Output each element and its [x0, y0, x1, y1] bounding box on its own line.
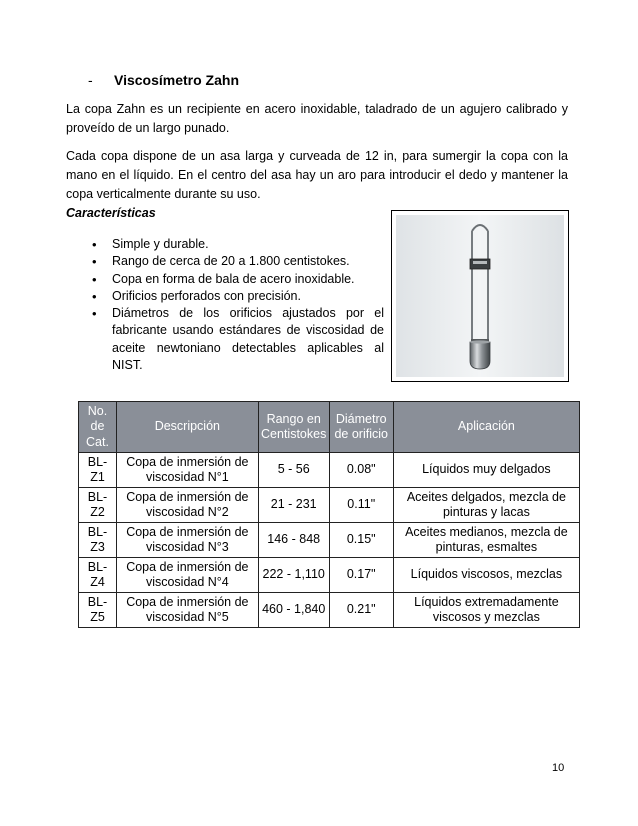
header-range: Rango en Centistokes: [258, 402, 329, 453]
cell-range: 222 - 1,110: [258, 558, 329, 593]
features-list: [92, 236, 384, 374]
cell-cat-no: BL-Z1: [79, 453, 117, 488]
table-header-row: [79, 402, 580, 453]
header-application: Aplicación: [393, 402, 579, 453]
cell-application: Aceites medianos, mezcla de pinturas, esmaltes: [393, 523, 579, 558]
feature-item: • Diámetros de los orificios ajustados por el fabricante usando estándares de viscosidad de aceite newtoniano detectables aplicables al NIST.: [92, 305, 384, 374]
cell-range: 146 - 848: [258, 523, 329, 558]
header-cat-no: No. de Cat.: [79, 402, 117, 453]
cell-description: Copa de inmersión de viscosidad N°5: [116, 593, 258, 628]
cell-application: Líquidos muy delgados: [393, 453, 579, 488]
table-row: [79, 523, 580, 558]
cell-orifice: 0.15": [329, 523, 393, 558]
cell-cat-no: BL-Z2: [79, 488, 117, 523]
cell-orifice: 0.17": [329, 558, 393, 593]
cell-application: Líquidos viscosos, mezclas: [393, 558, 579, 593]
cell-range: 460 - 1,840: [258, 593, 329, 628]
cell-description: Copa de inmersión de viscosidad N°3: [116, 523, 258, 558]
feature-item: • Simple y durable.: [92, 236, 384, 253]
cell-description: Copa de inmersión de viscosidad N°1: [116, 453, 258, 488]
cell-range: 5 - 56: [258, 453, 329, 488]
table-row: [79, 558, 580, 593]
table-row: [79, 593, 580, 628]
cell-application: Líquidos extremadamente viscosos y mezclas: [393, 593, 579, 628]
cell-description: Copa de inmersión de viscosidad N°4: [116, 558, 258, 593]
viscometer-table: [78, 401, 580, 628]
feature-item: • Copa en forma de bala de acero inoxidable.: [92, 271, 384, 288]
cell-orifice: 0.21": [329, 593, 393, 628]
page-number: 10: [552, 762, 565, 774]
cell-description: Copa de inmersión de viscosidad N°2: [116, 488, 258, 523]
cell-cat-no: BL-Z5: [79, 593, 117, 628]
paragraph-intro: La copa Zahn es un recipiente en acero inoxidable, taladrado de un agujero calibrado y proveído de un largo punado.: [66, 102, 568, 135]
cell-cat-no: BL-Z3: [79, 523, 117, 558]
cell-orifice: 0.11": [329, 488, 393, 523]
zahn-cup-photo: [391, 210, 569, 382]
cell-range: 21 - 231: [258, 488, 329, 523]
zahn-cup-illustration: [392, 211, 568, 381]
table-row: [79, 488, 580, 523]
header-orifice: Diámetro de orificio: [329, 402, 393, 453]
section-title: Viscosímetro Zahn: [114, 72, 240, 88]
cell-cat-no: BL-Z4: [79, 558, 117, 593]
header-description: Descripción: [116, 402, 258, 453]
features-heading: Características: [66, 206, 156, 220]
cell-orifice: 0.08": [329, 453, 393, 488]
table-row: [79, 453, 580, 488]
section-heading: [88, 72, 239, 88]
feature-item: • Rango de cerca de 20 a 1.800 centistokes.: [92, 253, 384, 270]
feature-item: • Orificios perforados con precisión.: [92, 288, 384, 305]
paragraph-description: Cada copa dispone de un asa larga y curveada de 12 in, para sumergir la copa con la mano en el líquido. En el centro del asa hay un aro para introducir el dedo y mantener la copa verticalmente durante su uso.: [66, 149, 568, 201]
cell-application: Aceites delgados, mezcla de pinturas y lacas: [393, 488, 579, 523]
heading-dash: -: [88, 72, 93, 88]
